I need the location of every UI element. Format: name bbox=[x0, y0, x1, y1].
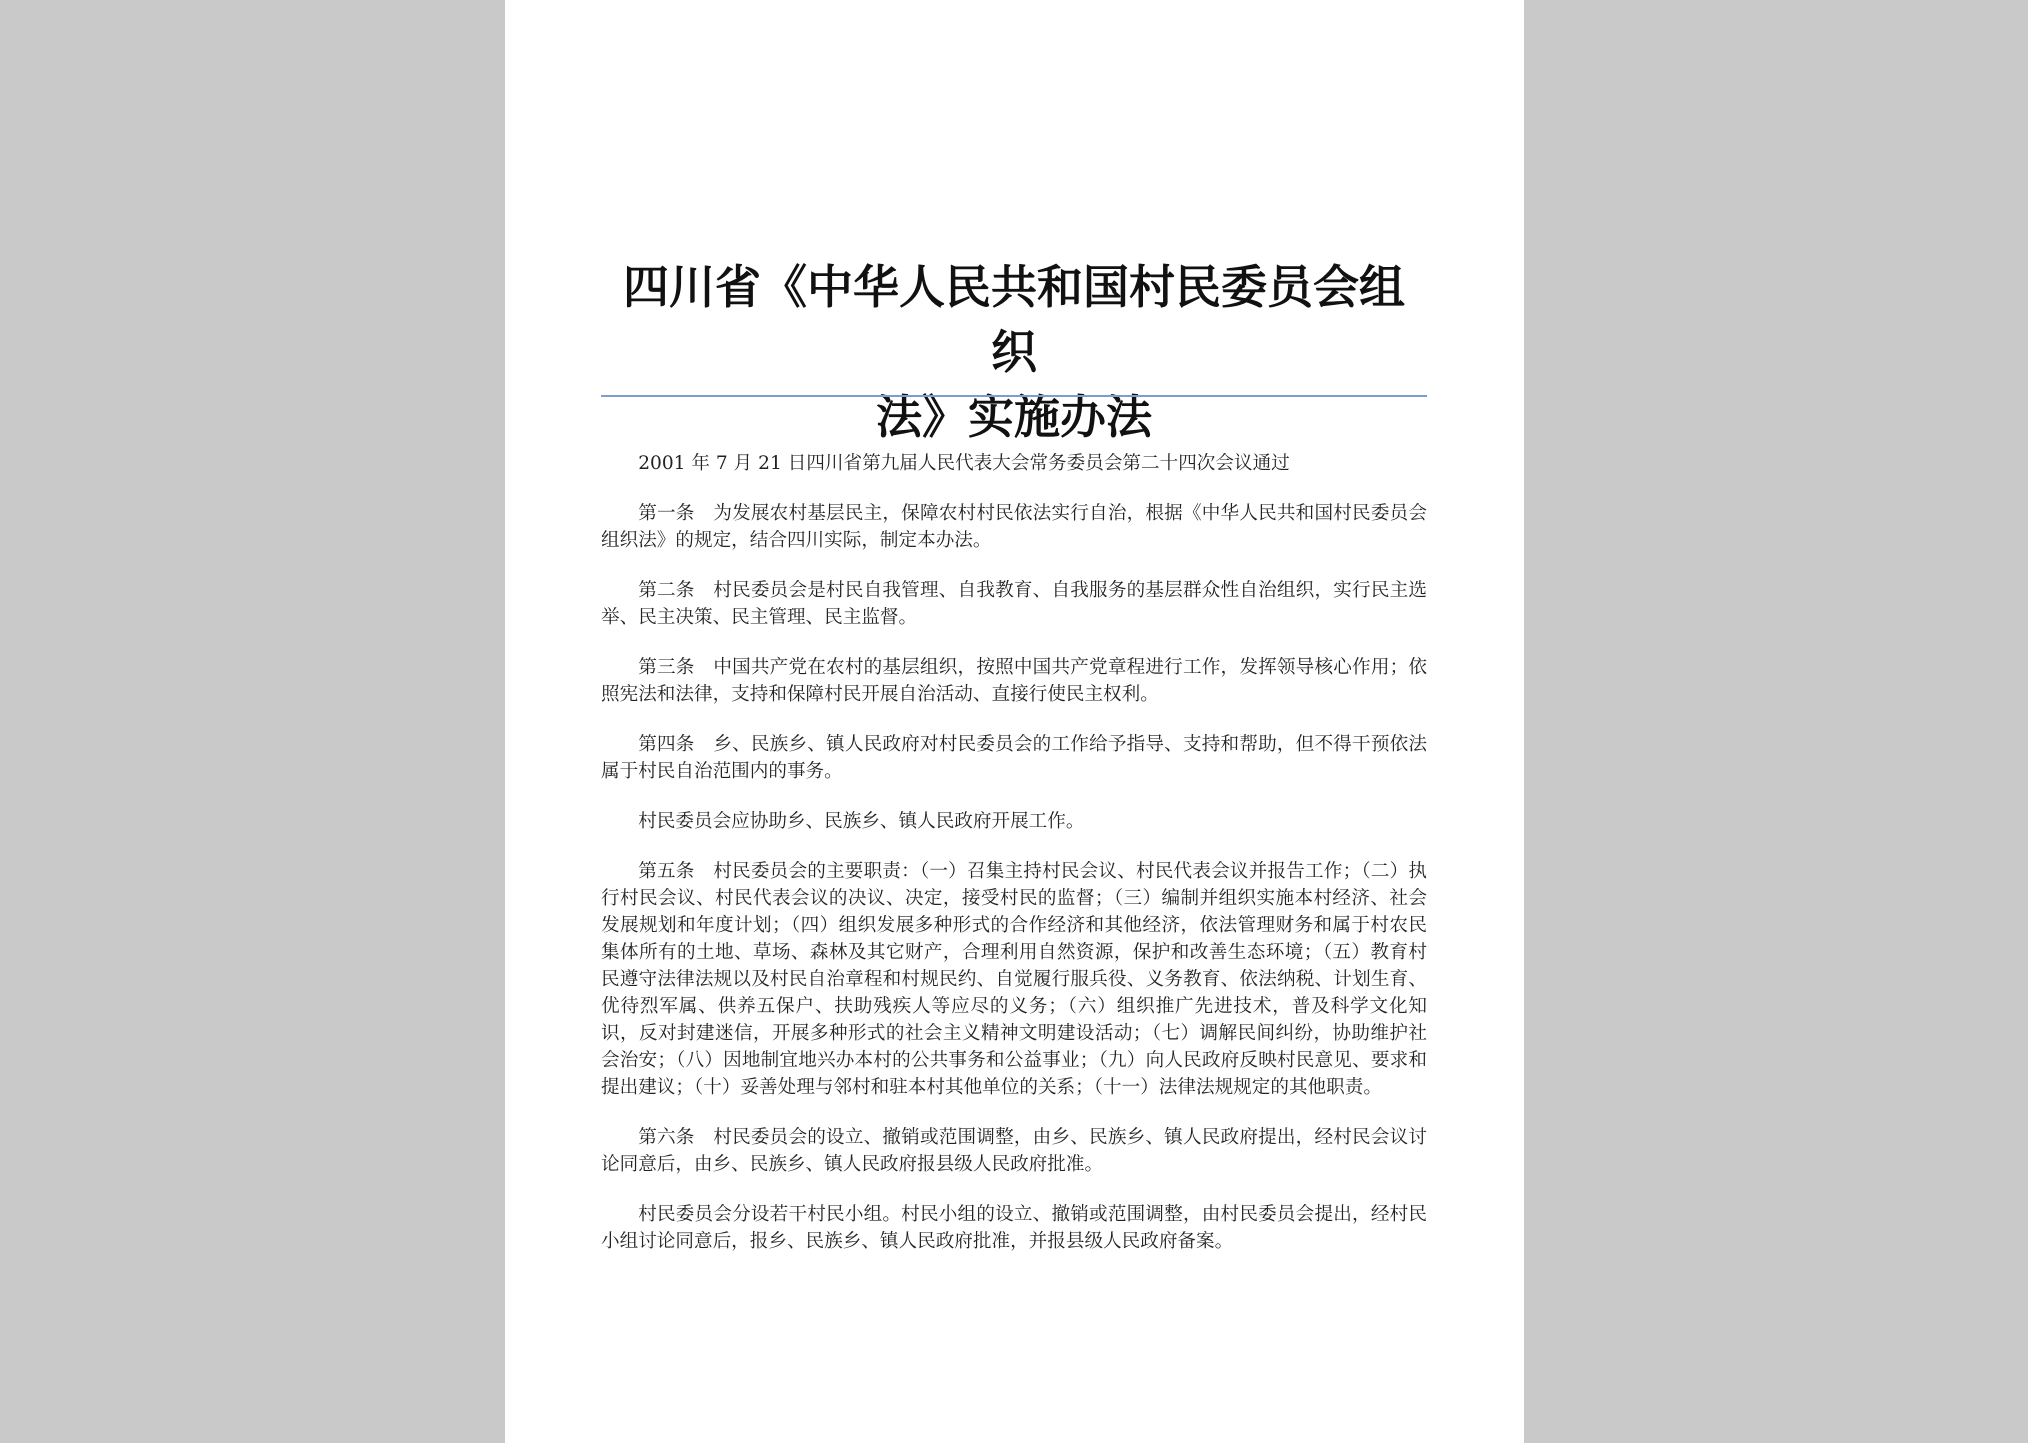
document-title-line-2: 法》实施办法 bbox=[876, 390, 1152, 444]
article-4-paragraph-2: 村民委员会应协助乡、民族乡、镇人民政府开展工作。 bbox=[638, 811, 1085, 832]
document-page bbox=[505, 0, 1524, 1443]
article-5: 第五条 村民委员会的主要职责：（一）召集主持村民会议、村民代表会议并报告工作；（二）执行村民会议、村民代表会议的决议、决定，接受村民的监督；（三）编制并组织实施本村经济、社会发展规划和年度计划；（四）组织发展多种形式的合作经济和其他经济，依法管理财务和属于村农民集体所有的土地、草场、森林及其它财产，合理利用自然资源，保护和改善生态环境；（五）教育村民遵守法律法规以及村民自治章程和村规民约、自觉履行服兵役、义务教育、依法纳税、计划生育、优待烈军属、供养五保户、扶助残疾人等应尽的义务；（六）组织推广先进技术，普及科学文化知识，反对封建迷信，开展多种形式的社会主义精神文明建设活动；（七）调解民间纠纷，协助维护社会治安；（八）因地制宜地兴办本村的公共事务和公益事业；（九）向人民政府反映村民意见、要求和提出建议；（十）妥善处理与邻村和驻本村其他单位的关系；（十一）法律法规规定的其他职责。 bbox=[601, 861, 1427, 1098]
article-6-paragraph-2: 村民委员会分设若干村民小组。村民小组的设立、撤销或范围调整，由村民委员会提出，经村民小组讨论同意后，报乡、民族乡、镇人民政府批准，并报县级人民政府备案。 bbox=[601, 1204, 1427, 1252]
article-3: 第三条 中国共产党在农村的基层组织，按照中国共产党章程进行工作，发挥领导核心作用；依照宪法和法律，支持和保障村民开展自治活动、直接行使民主权利。 bbox=[601, 657, 1427, 705]
article-6: 第六条 村民委员会的设立、撤销或范围调整，由乡、民族乡、镇人民政府提出，经村民会议讨论同意后，由乡、民族乡、镇人民政府报县级人民政府批准。 bbox=[601, 1127, 1427, 1175]
document-title bbox=[601, 255, 1427, 450]
title-divider bbox=[601, 395, 1427, 397]
article-2: 第二条 村民委员会是村民自我管理、自我教育、自我服务的基层群众性自治组织，实行民主选举、民主决策、民主管理、民主监督。 bbox=[601, 580, 1427, 628]
article-4: 第四条 乡、民族乡、镇人民政府对村民委员会的工作给予指导、支持和帮助，但不得干预依法属于村民自治范围内的事务。 bbox=[601, 734, 1427, 782]
document-body bbox=[601, 450, 1427, 1278]
article-1: 第一条 为发展农村基层民主，保障农村村民依法实行自治，根据《中华人民共和国村民委员会组织法》的规定，结合四川实际，制定本办法。 bbox=[601, 503, 1427, 551]
adoption-note: 2001 年 7 月 21 日四川省第九届人民代表大会常务委员会第二十四次会议通过 bbox=[638, 453, 1290, 474]
document-title-line-1: 四川省《中华人民共和国村民委员会组织 bbox=[623, 260, 1405, 379]
